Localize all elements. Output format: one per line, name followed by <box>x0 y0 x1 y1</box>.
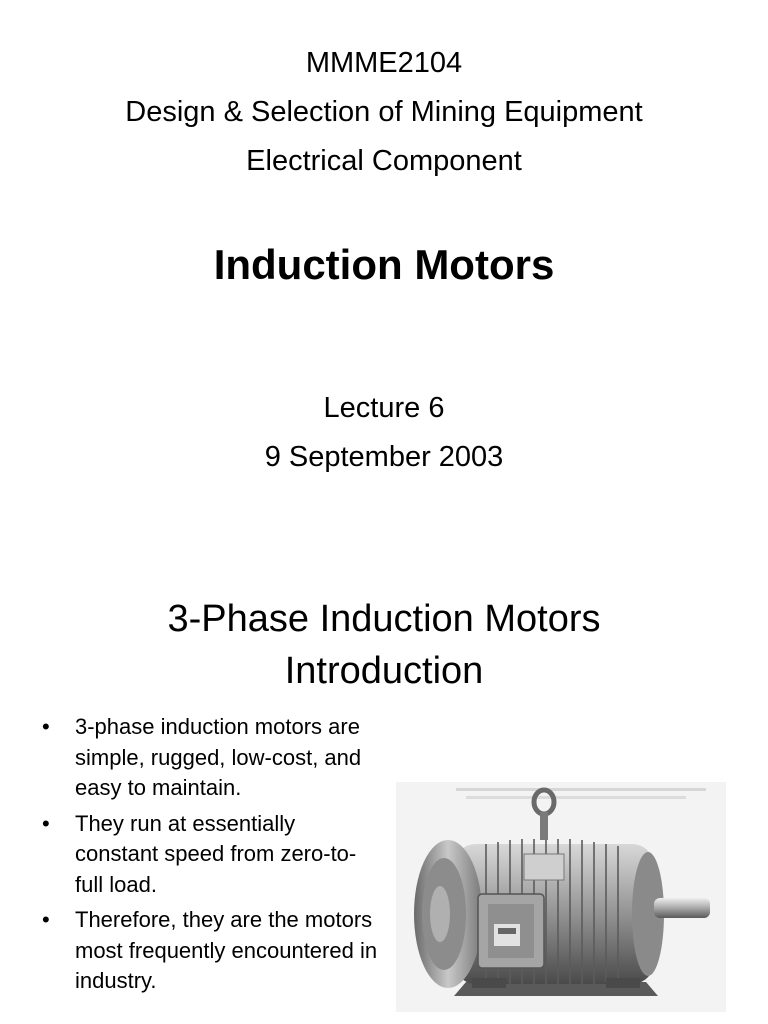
bullet-text: They run at essentially constant speed from zero-to-full load. <box>75 810 357 897</box>
bullet-text: 3-phase induction motors are simple, rugged, low-cost, and easy to maintain. <box>75 714 362 800</box>
slide-subtitle: Introduction <box>284 650 484 692</box>
bullet-text: Therefore, they are the motors most frequently encountered in industry. <box>75 907 378 993</box>
bullet-icon: • <box>42 810 50 836</box>
bullet-icon: • <box>42 907 50 932</box>
bullet-item <box>40 712 380 804</box>
induction-motor-photo <box>396 782 726 1012</box>
bullet-icon: • <box>42 714 50 739</box>
course-subtitle: Electrical Component <box>246 145 522 177</box>
bullet-item <box>40 905 380 997</box>
bullet-list <box>40 712 380 1002</box>
lecture-number: Lecture 6 <box>323 392 445 424</box>
intro-slide <box>0 520 768 1024</box>
motor-illustration <box>396 782 726 1012</box>
course-code: MMME2104 <box>305 47 463 79</box>
course-title: Design & Selection of Mining Equipment <box>125 96 643 128</box>
bullet-item <box>40 809 380 901</box>
lecture-date: 9 September 2003 <box>264 441 504 473</box>
main-title: Induction Motors <box>213 241 555 288</box>
slide-title: 3-Phase Induction Motors <box>167 598 601 640</box>
